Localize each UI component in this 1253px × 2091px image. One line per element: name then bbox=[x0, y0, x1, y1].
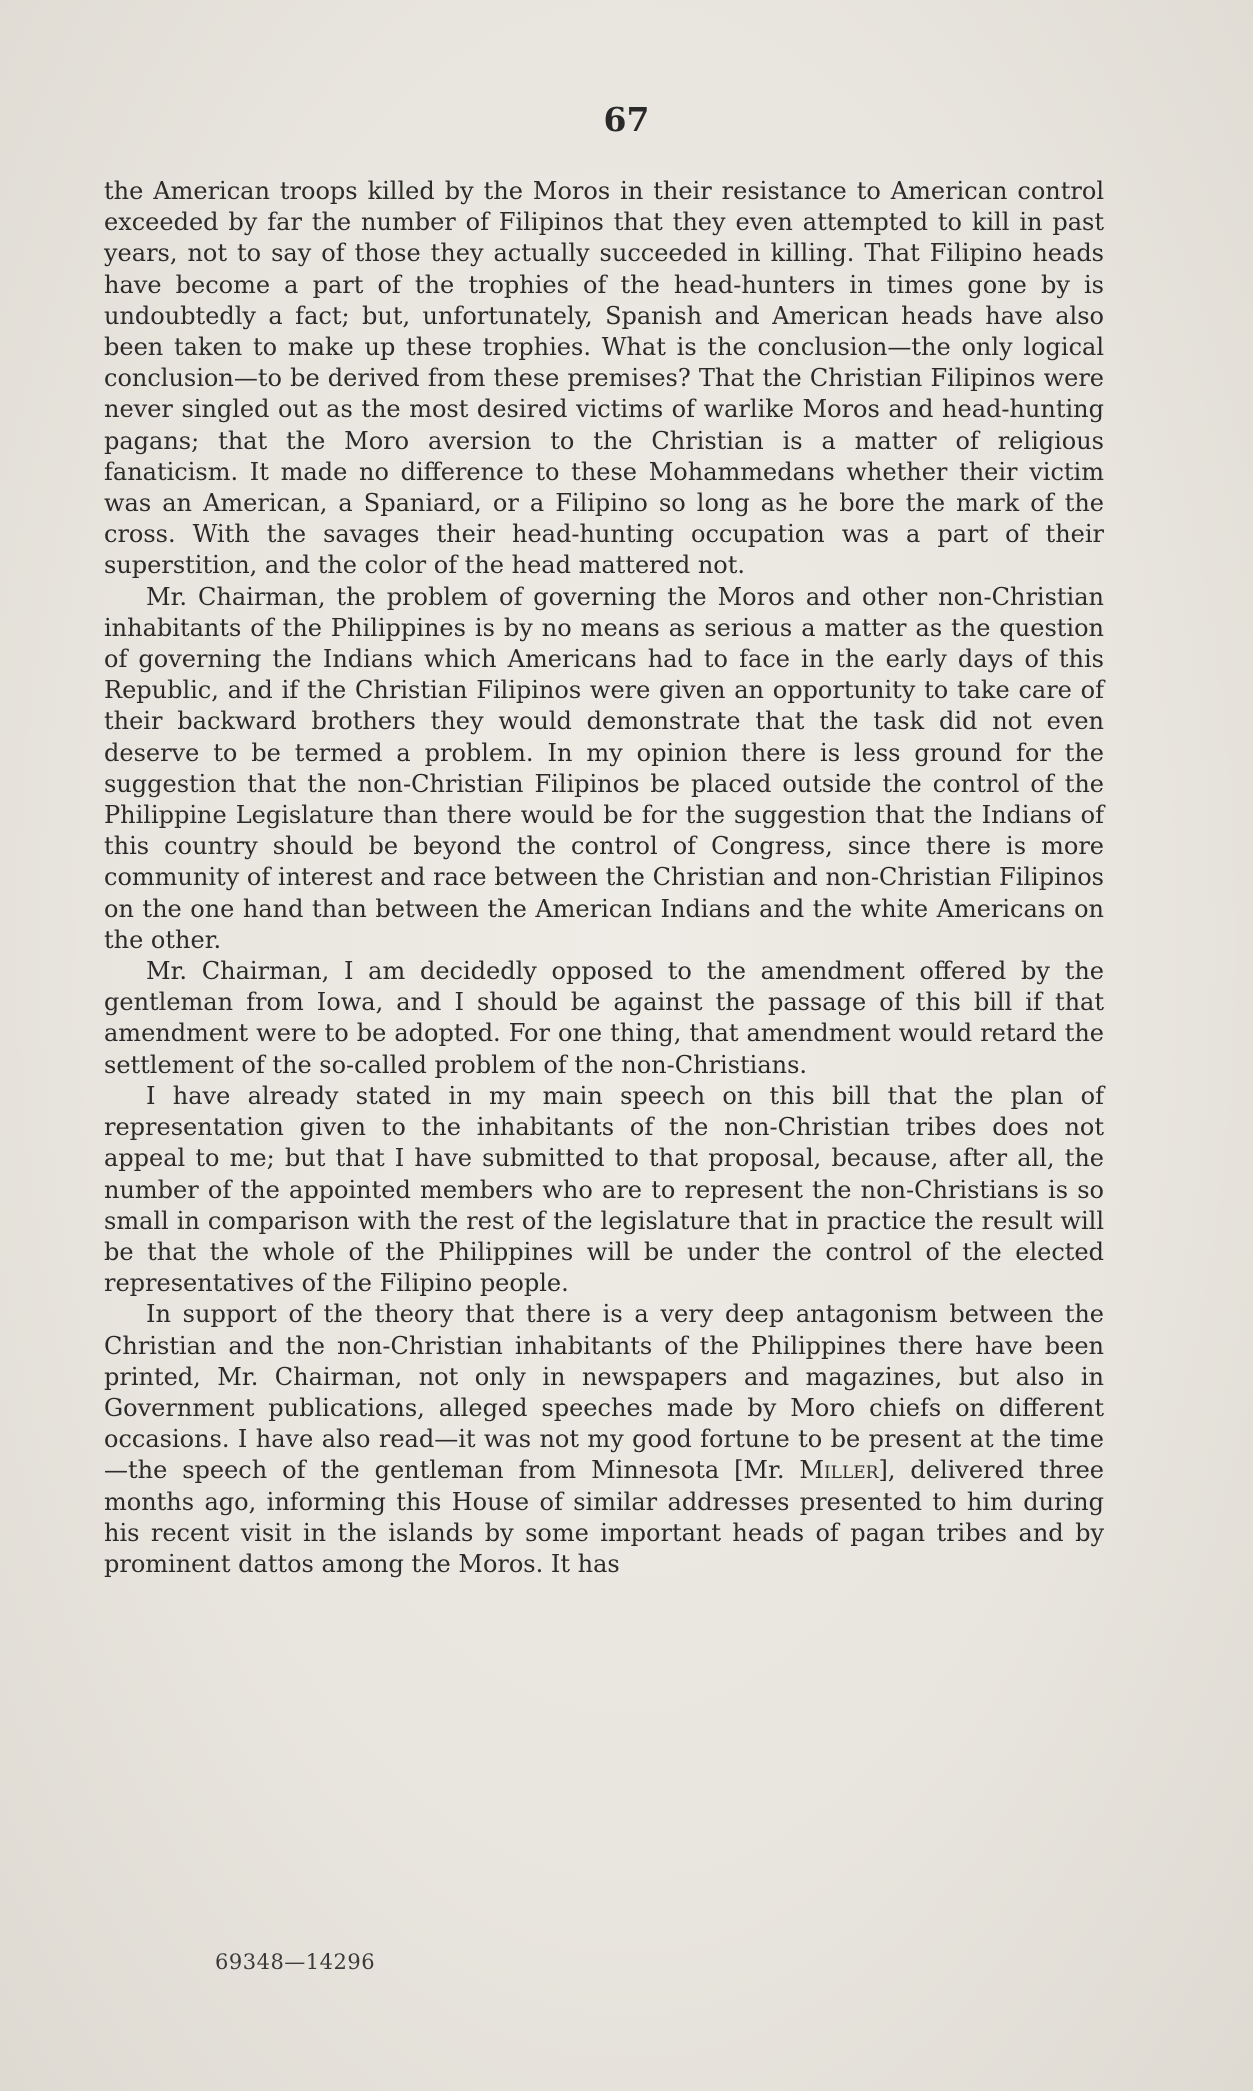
paragraph-3: Mr. Chairman, I am decidedly opposed to the amendment offered by the gentleman from Iowa, and I should be against the passage of this bill if that amendment were to be adopted. For one thing, that amendment would retard the settlement of the so-called problem of the non-Christians. bbox=[104, 957, 1104, 1079]
paragraph-5-member-name: Miller bbox=[799, 1456, 879, 1485]
paragraph-5 bbox=[104, 1299, 1104, 1580]
paragraph-4: I have already stated in my main speech on this bill that the plan of representation given to the inhabitants of the non-Christian tribes does not appeal to me; but that I have submitted to that proposal, because, after all, the number of the appointed members who are to represent the non-Christians is so small in comparison with the rest of the legislature that in practice the result will be that the whole of the Philippines will be under the control of the elected representatives of the Filipino people. bbox=[104, 1081, 1104, 1298]
body-text bbox=[104, 176, 1104, 1580]
footer-print-code: 69348—14296 bbox=[215, 1950, 376, 1974]
paragraph-5-part-1: In support of the theory that there is a very deep antagonism between the Christian and the non-Christian inhabitants of the Philippines there have been printed, Mr. Chairman, not only in newspapers and magazines, but also in Government publications, alleged speeches made by Moro chiefs on different occasions. I have also read—it was not my good fortune to be present at the time—the speech of the gentleman from Minnesota [Mr. bbox=[104, 1300, 1104, 1485]
paragraph-1: the American troops killed by the Moros in their resistance to American control exceeded by far the number of Filipinos that they even attempted to kill in past years, not to say of those they actually succeeded in killing. That Filipino heads have become a part of the trophies of the head-hunters in times gone by is undoubtedly a fact; but, unfortunately, Spanish and American heads have also been taken to make up these trophies. What is the conclusion—the only logical conclusion—to be derived from these premises? That the Christian Filipinos were never singled out as the most desired victims of warlike Moros and head-hunting pagans; that the Moro aversion to the Christian is a matter of religious fanaticism. It made no difference to these Mohammedans whether their victim was an American, a Spaniard, or a Filipino so long as he bore the mark of the cross. With the savages their head-hunting occupation was a part of their superstition, and the color of the head mattered not. bbox=[104, 177, 1104, 580]
page-number: 67 bbox=[603, 100, 650, 139]
paragraph-5-part-2: ], delivered three months ago, informing this House of similar addresses presented to him during his recent visit in the islands by some important heads of pagan tribes and by prominent dattos among the Moros. It has bbox=[104, 1456, 1104, 1578]
paragraph-2: Mr. Chairman, the problem of governing the Moros and other non-Christian inhabitants of the Philippines is by no means as serious a matter as the question of governing the Indians which Americans had to face in the early days of this Republic, and if the Christian Filipinos were given an opportunity to take care of their backward brothers they would demonstrate that the task did not even deserve to be termed a problem. In my opinion there is less ground for the suggestion that the non-Christian Filipinos be placed outside the control of the Philippine Legislature than there would be for the suggestion that the Indians of this country should be beyond the control of Congress, since there is more community of interest and race between the Christian and non-Christian Filipinos on the one hand than between the American Indians and the white Americans on the other. bbox=[104, 582, 1104, 954]
